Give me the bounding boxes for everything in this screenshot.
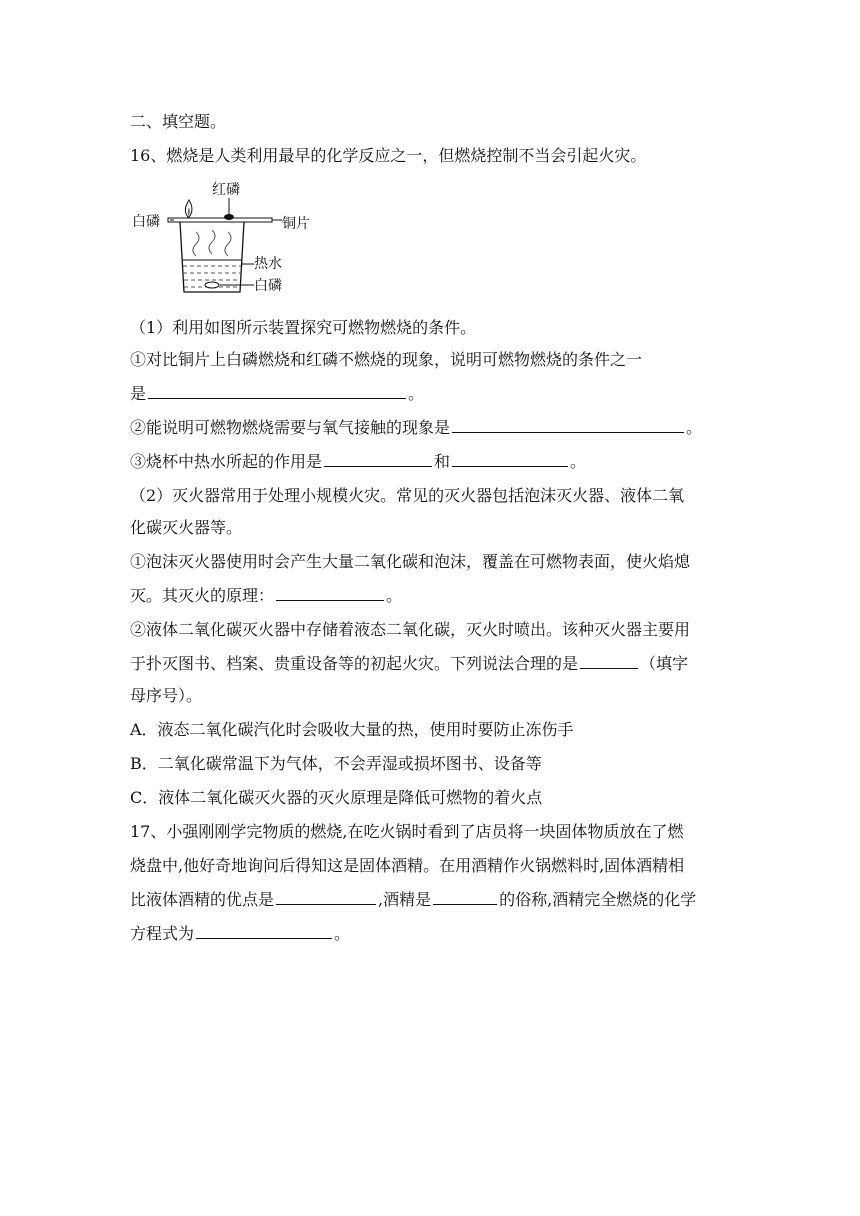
part2-item-b-line3: 母序号）。 xyxy=(130,686,203,705)
text: （填字 xyxy=(640,654,689,673)
text: ②能说明可燃物燃烧需要与氧气接触的现象是 xyxy=(130,418,451,437)
part1-item-c xyxy=(130,452,586,472)
section-title: 二、填空题。 xyxy=(130,112,227,131)
answer-blank-4[interactable] xyxy=(452,452,568,467)
answer-blank-7[interactable] xyxy=(276,890,376,905)
combustion-apparatus-figure xyxy=(132,180,332,296)
text: 。 xyxy=(386,586,403,605)
part1-item-b xyxy=(130,418,702,438)
part2-item-a-line1: ①泡沫灭火器使用时会产生大量二氧化碳和泡沫，覆盖在可燃物表面，使火焰熄 xyxy=(130,552,691,571)
text: 于扑灭图书、档案、贵重设备等的初起火灾。下列说法合理的是 xyxy=(130,654,579,673)
part2-line1: （2）灭火器常用于处理小规模火灾。常见的灭火器包括泡沫灭火器、液体二氧 xyxy=(130,486,685,505)
text: 和 xyxy=(434,452,451,471)
text: 灭。其灭火的原理： xyxy=(130,586,275,605)
part2-item-a-line2 xyxy=(130,586,402,606)
option-a: A．液态二氧化碳汽化时会吸收大量的热，使用时要防止冻伤手 xyxy=(130,720,574,739)
question-17-line2: 烧盘中,他好奇地询问后得知这是固体酒精。在用酒精作火锅燃料时,固体酒精相 xyxy=(130,856,685,875)
part2-item-b-line2 xyxy=(130,654,688,674)
label-hot-water: 热水 xyxy=(254,256,282,272)
part1-item-a-line1: ①对比铜片上白磷燃烧和红磷不燃烧的现象，说明可燃物燃烧的条件之一 xyxy=(130,350,643,369)
answer-blank-5[interactable] xyxy=(276,586,384,601)
part2-item-b-line1: ②液体二氧化碳灭火器中存储着液态二氧化碳，灭火时喷出。该种灭火器主要用 xyxy=(130,620,691,639)
question-17-line1: 17、小强刚刚学完物质的燃烧,在吃火锅时看到了店员将一块固体物质放在了燃 xyxy=(130,822,684,841)
text: 。 xyxy=(570,452,587,471)
text: 。 xyxy=(686,418,703,437)
text: 的俗称,酒精完全燃烧的化学 xyxy=(499,890,697,909)
copper-sheet xyxy=(168,218,272,222)
part2-line2: 化碳灭火器等。 xyxy=(130,518,243,537)
answer-blank-1[interactable] xyxy=(148,384,406,399)
text: ③烧杯中热水所起的作用是 xyxy=(130,452,323,471)
answer-blank-6[interactable] xyxy=(580,654,638,669)
option-c: C．液体二氧化碳灭火器的灭火原理是降低可燃物的着火点 xyxy=(130,788,543,807)
text: 方程式为 xyxy=(130,924,195,943)
text: 比液体酒精的优点是 xyxy=(130,890,275,909)
red-phosphorus-lump xyxy=(224,214,234,220)
text: ,酒精是 xyxy=(378,890,432,909)
underwater-white-phosphorus xyxy=(205,282,219,288)
part1-item-a-line2 xyxy=(130,384,424,404)
question-16-stem: 16、燃烧是人类利用最早的化学反应之一，但燃烧控制不当会引起火灾。 xyxy=(130,146,647,165)
label-copper-sheet: 铜片 xyxy=(282,216,310,232)
label-white-phosphorus-bottom: 白磷 xyxy=(254,278,282,294)
text: 。 xyxy=(334,924,351,943)
option-b: B．二氧化碳常温下为气体，不会弄湿或损坏图书、设备等 xyxy=(130,754,542,773)
answer-blank-2[interactable] xyxy=(452,418,684,433)
answer-blank-8[interactable] xyxy=(433,890,497,905)
label-white-phosphorus-top: 白磷 xyxy=(132,214,160,230)
text: 。 xyxy=(408,384,425,403)
question-17-line4 xyxy=(130,924,350,944)
answer-blank-3[interactable] xyxy=(324,452,432,467)
part1-title: （1）利用如图所示装置探究可燃物燃烧的条件。 xyxy=(130,318,477,337)
label-red-phosphorus: 红磷 xyxy=(212,182,240,198)
answer-blank-9[interactable] xyxy=(196,924,332,939)
text: 是 xyxy=(130,384,147,403)
question-17-line3 xyxy=(130,890,696,910)
